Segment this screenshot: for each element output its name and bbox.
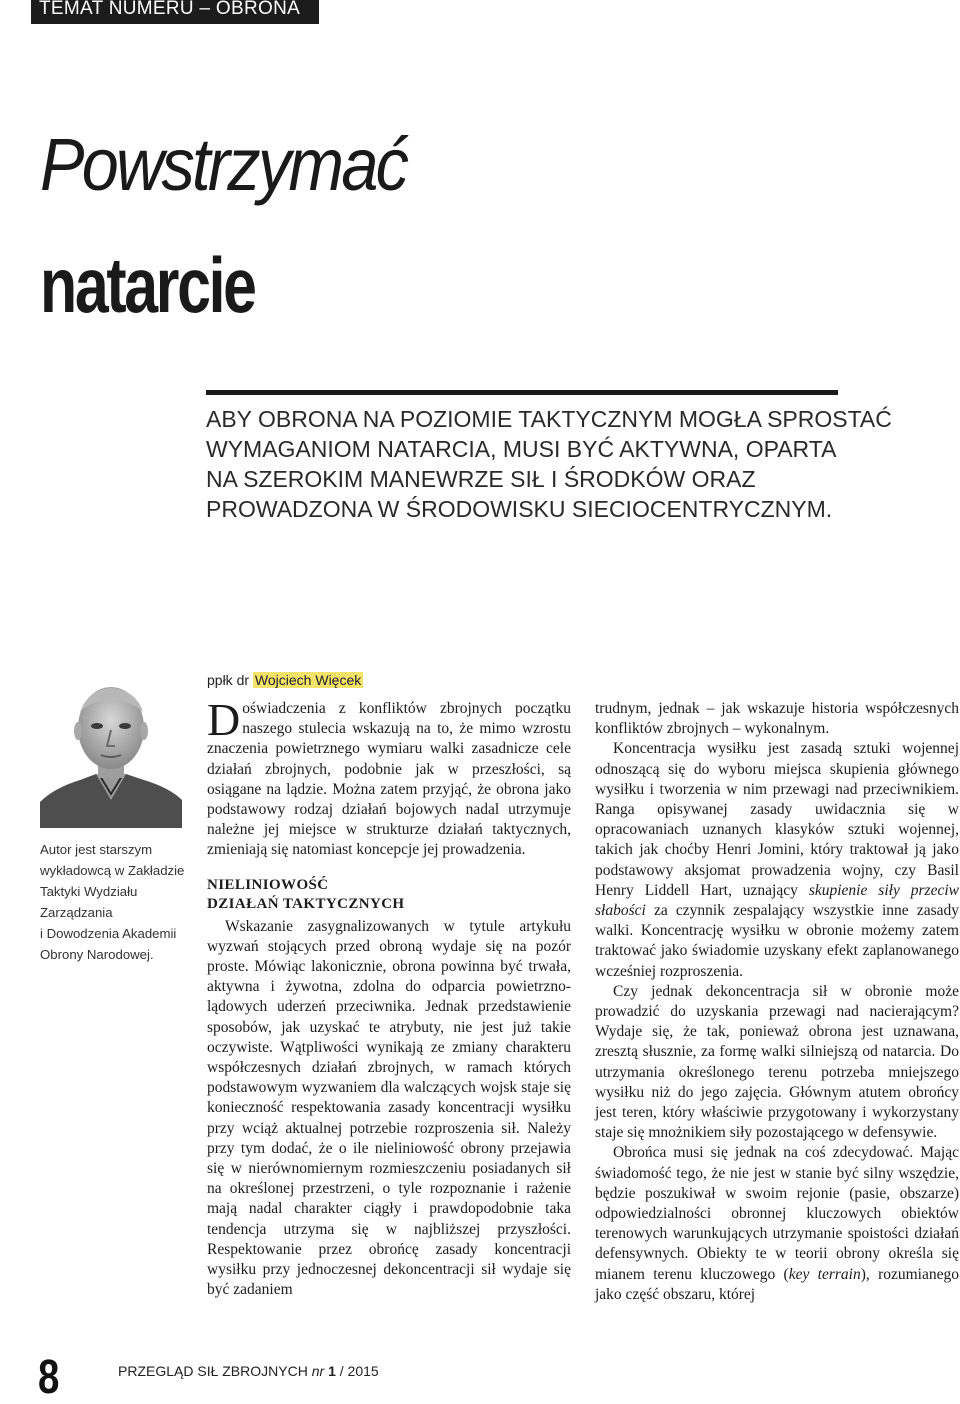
paragraph-text: za czynnik zespalający wszystkie inne zasady walki. Koncentrację wysiłku w obronie możemy zatem traktować jako świadomie uzyskany efekt zaplanowanego wcześniej rozproszenia. (595, 902, 959, 980)
paragraph-text: ), rozumianego jako część obszaru, której (595, 1265, 959, 1303)
drop-cap: D (207, 694, 241, 745)
magazine-name: PRZEGLĄD SIŁ ZBROJNYCH (118, 1363, 308, 1379)
paragraph-text: Koncentracja wysiłku jest zasadą sztuki wojennej odnoszącą się do wyboru miejsca skupienia głównego wysiłku i tworzenia w nim przewagi nad przeciwnikiem. Ranga opisywanej zasady uwidacznia się w opracowaniach uznanych klasyków sztuki wojennej, takich jak choćby Henri Jomini, który traktował ją jako podstawowy aksjomat prowadzenia wojny, czy Basil Henry Liddell Hart, uznający (595, 740, 959, 899)
author-bio (40, 839, 190, 965)
magazine-footer (118, 1363, 379, 1379)
bio-line: wykładowcą w Zakładzie (40, 863, 185, 878)
article-column-right (595, 699, 959, 1305)
body-paragraph (595, 1143, 959, 1305)
issue-year: / 2015 (339, 1363, 379, 1379)
article-title-line-1: Powstrzymać (40, 123, 407, 206)
author-photo (40, 676, 182, 828)
bio-line: i Dowodzenia Akademii (40, 926, 177, 941)
issue-number: 1 (328, 1363, 336, 1379)
emphasis-text: key terrain (788, 1265, 861, 1283)
body-paragraph: trudnym, jednak – jak wskazuje historia współczesnych konfliktów zbrojnych – wykonalnym. (595, 700, 959, 738)
paragraph-text: Obrońca musi się jednak na coś zdecydować. Mając świadomość tego, że nie jest w stanie być silny wszędzie, będzie poszukiwał w swoim rejonie (pasie, obszarze) odpowiedzialności obronnej kluczowych obiektów terenowych warunkujących utrzymanie spoistości działań defensywnych. Obiekty te w teorii obrony określa się mianem terenu kluczowego ( (595, 1144, 959, 1283)
author-rank: ppłk dr (207, 672, 250, 688)
body-paragraph (595, 739, 959, 981)
intro-paragraph (207, 694, 571, 861)
bio-line: Taktyki Wydziału (40, 884, 138, 899)
bio-line: Obrony Narodowej. (40, 947, 154, 962)
article-lead (206, 404, 892, 524)
intro-text: oświadczenia z konfliktów zbrojnych początku naszego stulecia wskazują na to, że mimo wzrostu znaczenia powietrznego wymiaru walki zasadnicze cele działań zbrojnych, podobnie jak w przeszłości, są osiągane na lądzie. Można zatem przyjąć, że obrona jako podstawowy rodzaj działań bojowych nadal utrzymuje należne jej miejsce w strukturze działań taktycznych, zmieniają się natomiast koncepcje jej prowadzenia. (207, 700, 571, 859)
subheading-line: DZIAŁAŃ TAKTYCZNYCH (207, 895, 405, 912)
subheading-line: NIELINIOWOŚĆ (207, 876, 329, 893)
section-header-bar (31, 0, 319, 24)
author-name: Wojciech Więcek (254, 672, 362, 688)
article-title-line-2: natarcie (40, 241, 255, 329)
lead-divider (206, 390, 838, 395)
author-byline (207, 672, 363, 688)
section-header: TEMAT NUMERU – OBRONA (39, 0, 301, 19)
bio-line: Autor jest starszym (40, 842, 153, 857)
issue-label: nr (311, 1363, 325, 1379)
body-paragraph: Wskazanie zasygnalizowanych w tytule artykułu wyzwań stojących przed obroną wydaje się na pozór proste. Mówiąc lakonicznie, obrona powinna być trwała, aktywna i żywotna, zdolna do odparcia powietrzno-lądowych uderzeń przeciwnika. Jednak przedstawienie sposobów, jak uzyskać te atrybuty, nie jest już takie oczywiste. Wątpliwości wynikają ze zmiany charakteru współczesnych działań zbrojnych, w ramach których podstawowym wyzwaniem dla walczących wojsk staje się konieczność respektowania zasady koncentracji wysiłku przy wciąż aktualnej potrzebie rozproszenia sił. Należy przy tym dodać, że o ile nieliniowość obrony przejawia się w nierównomiernym rozmieszczeniu posiadanych sił na określonej przestrzeni, o tyle rozpoznanie i rażenie mają nadal charakter ciągły i prawdopodobnie taka tendencja utrzyma się w najbliższej przyszłości. Respektowanie przez obrońcę zasady koncentracji wysiłku przy jednoczesnej dekoncentracji sił wydaje się być zadaniem (207, 917, 571, 1299)
emphasis-text: skupienie siły przeciw słabości (595, 881, 959, 920)
bio-line: Zarządzania (40, 905, 113, 920)
lead-line: PROWADZONA W ŚRODOWISKU SIECIOCENTRYCZNYM. (206, 496, 833, 522)
body-paragraph: Czy jednak dekoncentracja sił w obronie może prowadzić do uzyskania przewagi nad nacierającym? Wydaje się, że tak, ponieważ obrona jest uznawana, zresztą słusznie, za formę walki silniejszą od natarcia. Do utrzymania określonego terenu potrzeba mniejszego wysiłku niż do jego zajęcia. Głównym atutem obrońcy jest teren, który właściwie przygotowany i wykorzystany staje się mnożnikiem siły pozostającego w defensywie. (595, 982, 959, 1142)
lead-line: ABY OBRONA NA POZIOMIE TAKTYCZNYM MOGŁA SPROSTAĆ (206, 406, 892, 432)
lead-line: NA SZEROKIM MANEWRZE SIŁ I ŚRODKÓW ORAZ (206, 466, 756, 492)
section-subheading (207, 876, 571, 914)
page-number: 8 (38, 1351, 60, 1404)
article-column-middle (207, 694, 571, 1300)
lead-line: WYMAGANIOM NATARCIA, MUSI BYĆ AKTYWNA, OPARTA (206, 436, 837, 462)
